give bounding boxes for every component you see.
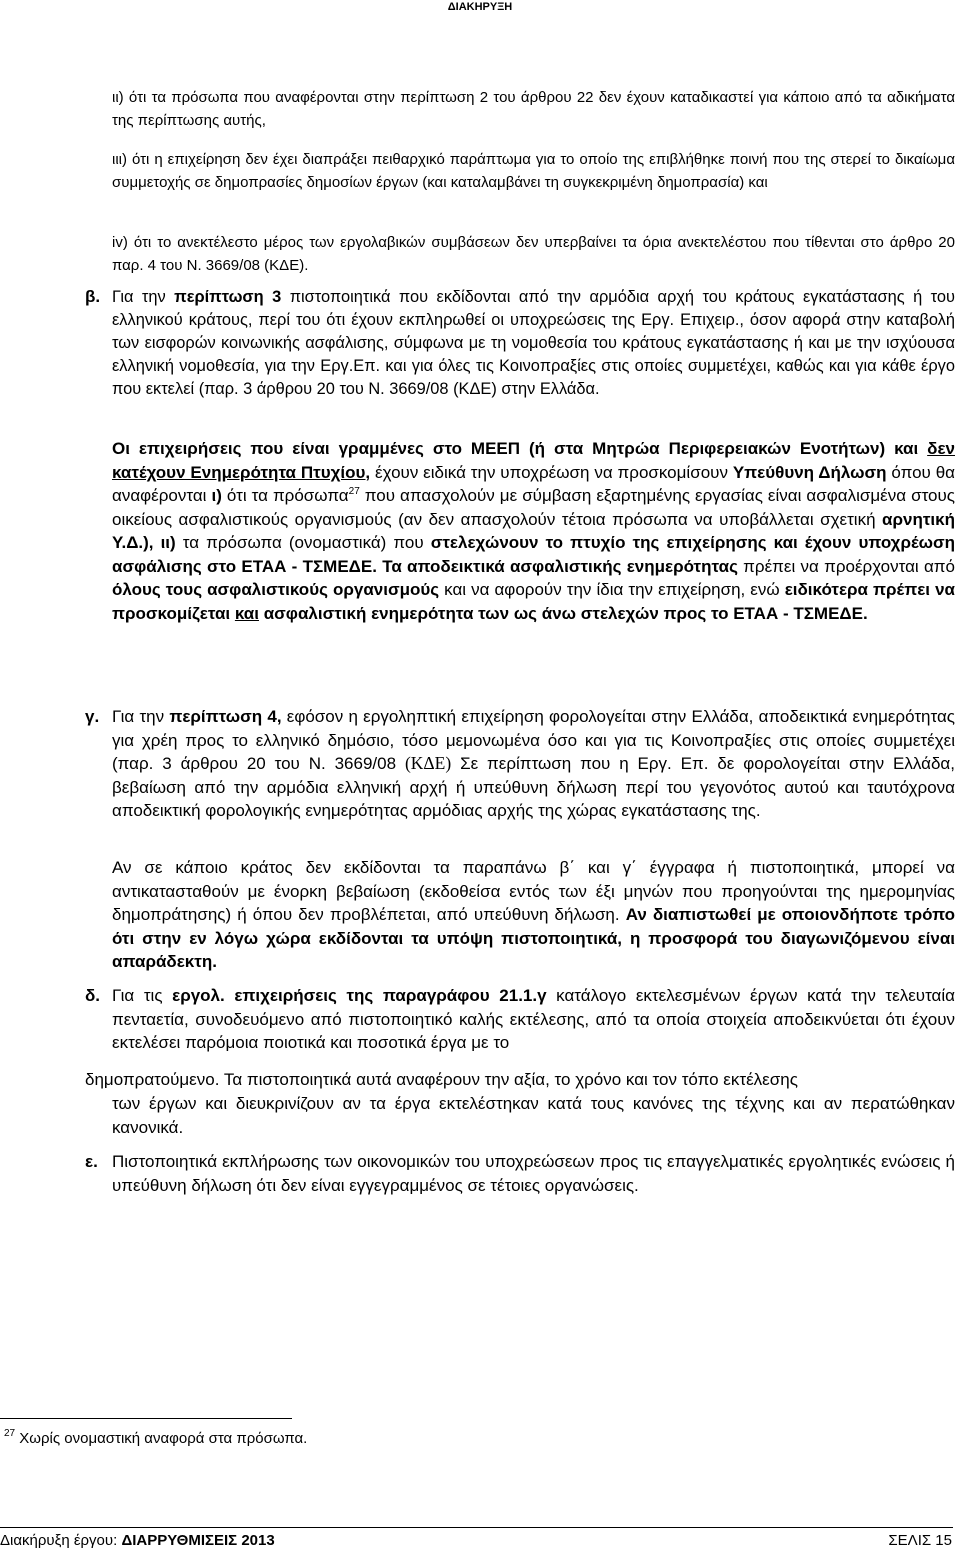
footer-divider bbox=[0, 1527, 953, 1528]
section-c-note: Αν σε κάποιο κράτος δεν εκδίδονται τα παραπάνω β΄ και γ΄ έγγραφα ή πιστοποιητικά, μπορεί να αντικατασταθούν με ένορκη βεβαίωση (εκδοθείσα εντός των έξι μηνών που προηγούνται της ημερομηνίας δημοπράτησης) ή όπου δεν προβλέπεται, από υπεύθυνη δήλωση. Αν διαπιστωθεί με οποιονδήποτε τρόπο ότι στην εν λόγω χώρα εκδίδονται τα υπόψη πιστοποιητικά, η προσφορά του διαγωνιζόμενου είναι απαράδεκτη. bbox=[112, 858, 955, 971]
footnote bbox=[4, 1430, 307, 1447]
footer-page-number: ΣΕΛΙΣ 15 bbox=[888, 1532, 952, 1549]
meep-paragraph: Οι επιχειρήσεις που είναι γραμμένες στο ΜΕΕΠ (ή στα Μητρώα Περιφερειακών Ενοτήτων) και δεν κατέχουν Ενημερότητα Πτυχίου, έχουν ειδικά την υποχρέωση να προσκομίσουν Υπεύθυνη Δήλωση όπου θα αναφέρονται ι) ότι τα πρόσωπα$^{27}$ που απασχολούν με σύμβαση εξαρτημένης εργασίας είναι ασφαλισμένα στους οικείους ασφαλιστικούς οργανισμούς (αν δεν απασχολούν τέτοια πρόσωπα να υποβάλλεται σχετική αρνητική Υ.Δ.), ιι) τα πρόσωπα (ονομαστικά) που στελεχώνουν το πτυχίο της επιχείρησης και έχουν υποχρέωση ασφάλισης στο ΕΤΑΑ - ΤΣΜΕΔΕ. Τα αποδεικτικά ασφαλιστικής ενημερότητας πρέπει να προέρχονται από όλους τους ασφαλιστικούς οργανισμούς και να αφορούν την ίδια την επιχείρηση, ενώ ειδικότερα πρέπει να προσκομίζεται και ασφαλιστική ενημερότητα των ως άνω στελεχών προς το ΕΤΑΑ - ΤΣΜΕΔΕ. bbox=[112, 439, 956, 623]
section-c-text: Για την περίπτωση 4, εφόσον η εργοληπτική επιχείρηση φορολογείται στην Ελλάδα, αποδεικτικά ενημερότητας για χρέη προς το ελληνικό δημόσιο, τόσο μεμονωμένα όσο και για τις Κοινοπραξίες στις οποίες συμμετέχει (παρ. 3 άρθρου 20 του Ν. 3669/08 (ΚΔΕ) Σε περίπτωση που η Εργ. Επ. δε φορολογείται στην Ελλάδα, βεβαίωση από την αρμόδια ελληνική αρχή ή υπεύθυνη δήλωση περί του γεγονότος αυτού και ταυτόχρονα αποδεικτική φορολογικής ενημερότητας αρμόδιας αρχής της χώρας εγκατάστασης της. bbox=[112, 707, 955, 820]
section-e-text: Πιστοποιητικά εκπλήρωσης των οικονομικών του υποχρεώσεων προς τις επαγγελματικές εργολητικές ενώσεις ή υπεύθυνη δήλωση ότι δεν είναι εγγεγραμμένος σε τέτοιες οργανώσεις. bbox=[112, 1152, 955, 1195]
footnote-text: Χωρίς ονομαστική αναφορά στα πρόσωπα. bbox=[19, 1430, 308, 1447]
footnote-divider bbox=[0, 1418, 292, 1419]
footnote-number: 27 bbox=[4, 1428, 16, 1439]
footnote-ref: 27 bbox=[348, 486, 360, 497]
section-d-continuation-first: δημοπρατούμενο. Τα πιστοποιητικά αυτά αναφέρουν την αξία, το χρόνο και τον τόπο εκτέλεσης bbox=[85, 1070, 798, 1089]
section-b-text: Για την περίπτωση 3 πιστοποιητικά που εκδίδονται από την αρμόδια αρχή του κράτους εγκατάστασης ή του ελληνικού κράτους, περί του ότι έχουν εκπληρωθεί οι υποχρεώσεις της Εργ. Επιχειρ., όσον αφορά στην καταβολή των εισφορών κοινωνικής ασφάλισης, σύμφωνα με τη νομοθεσία του κράτους εγκατάστασης ή και με την ισχύουσα ελληνική νομοθεσία, για την Εργ.Επ. και για όλες τις Κοινοπραξίες στις οποίες συμμετέχει, καθώς και για κάθε έργο που εκτελεί (παρ. 3 άρθρου 20 του Ν. 3669/08 (ΚΔΕ) στην Ελλάδα. bbox=[112, 288, 956, 398]
item-iv: iv) ότι το ανεκτέλεστο μέρος των εργολαβικών συμβάσεων δεν υπερβαίνει τα όρια ανεκτελέστου που τίθενται στο άρθρο 20 παρ. 4 του Ν. 3669/08 (ΚΔΕ). bbox=[112, 234, 955, 274]
page-header-title: ΔΙΑΚΗΡΥΞΗ bbox=[447, 1, 513, 13]
item-ii: ιι) ότι τα πρόσωπα που αναφέρονται στην περίπτωση 2 του άρθρου 22 δεν έχουν καταδικαστεί για κάποιο από τα αδικήματα της περίπτωσης αυτής, bbox=[112, 89, 955, 129]
item-iii: ιιι) ότι η επιχείρηση δεν έχει διαπράξει πειθαρχικό παράπτωμα για το οποίο της επιβλήθηκε ποινή που της στερεί το δικαίωμα συμμετοχής σε δημοπρασίες δημοσίων έργων (και καταλαμβάνει τη συγκεκριμένη δημοπρασία) και bbox=[112, 151, 955, 191]
section-c-label: γ. bbox=[85, 707, 100, 726]
section-e-label: ε. bbox=[85, 1152, 98, 1171]
footer-project: Διακήρυξη έργου: ΔΙΑΡΡΥΘΜΙΣΕΙΣ 2013 bbox=[0, 1532, 275, 1549]
section-d-continuation: των έργων και διευκρινίζουν αν τα έργα εκτελέστηκαν κατά τους κανόνες της τέχνης και αν περατώθηκαν κανονικά. bbox=[112, 1094, 955, 1137]
section-d-label: δ. bbox=[85, 986, 101, 1005]
section-b-label: β. bbox=[85, 287, 101, 306]
section-d-text: Για τις εργολ. επιχειρήσεις της παραγράφου 21.1.γ κατάλογο εκτελεσμένων έργων κατά την τελευταία πενταετία, συνοδευόμενο από πιστοποιητικό καλής εκτέλεσης, από τα οποία στοιχεία αποδεικνύεται ότι έχουν εκτελέσει παρόμοια ποιοτικά και ποσοτικά έργα με το bbox=[112, 986, 955, 1052]
